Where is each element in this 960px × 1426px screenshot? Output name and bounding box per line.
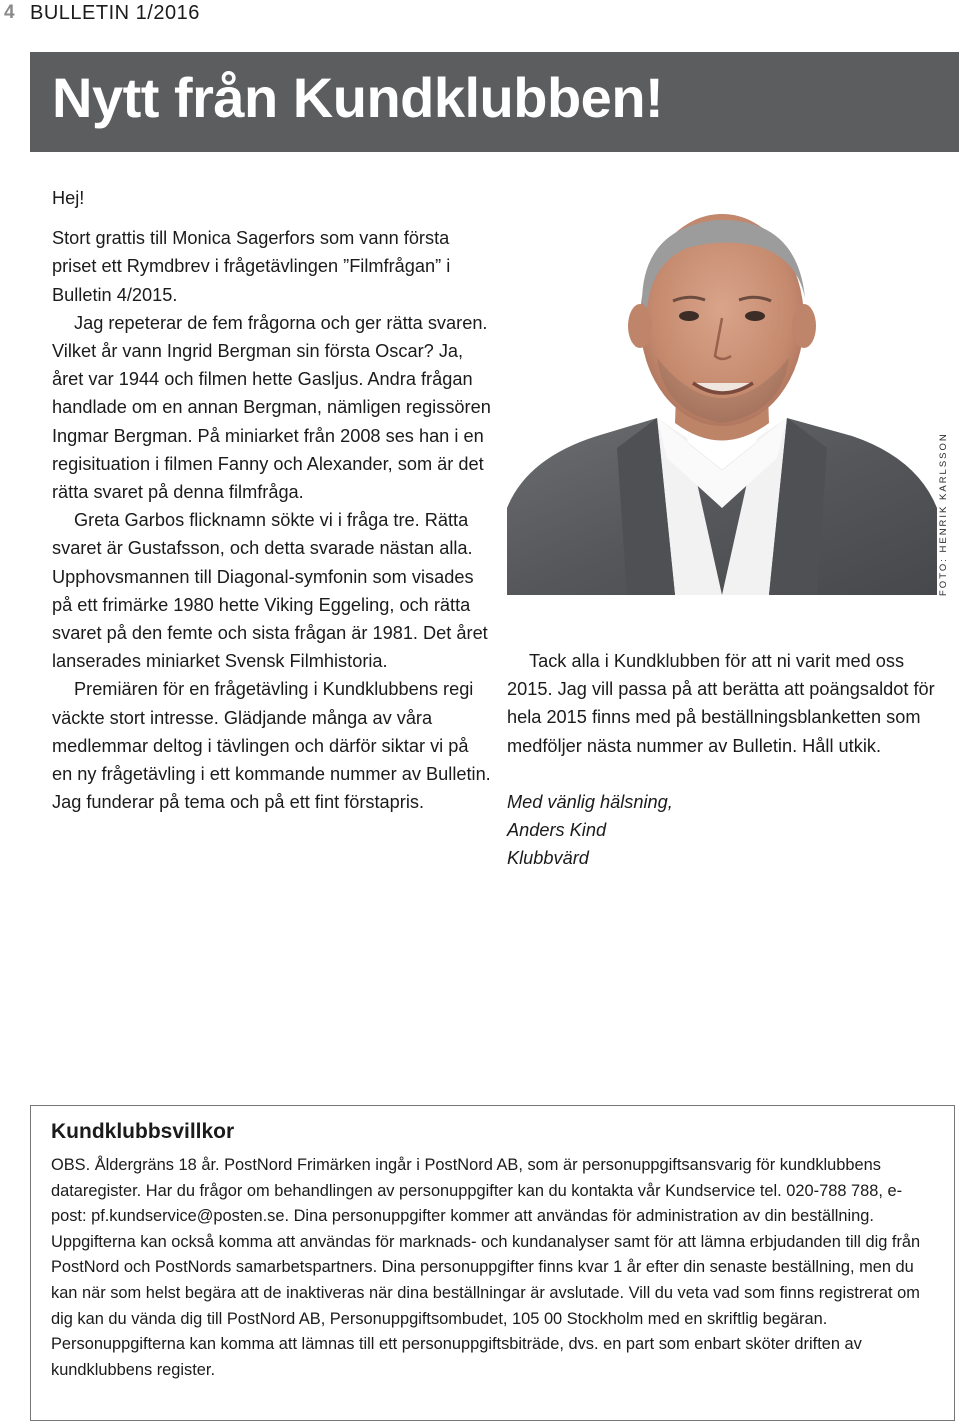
paragraph-garbo: Greta Garbos flicknamn sökte vi i fråga tre. Rätta svaret är Gustafsson, och detta svarade nästan alla. Upphovsmannen till Diagonal-symfonin som visades på ett frimärke 1980 hette Viking Eggeling, och rätta svaret på den femte och sista frågan är 1981. Det året lanserades miniarket Svensk Filmhistoria. — [52, 510, 488, 672]
portrait-illustration — [507, 208, 937, 595]
page-title: Nytt från Kundklubben! — [52, 66, 664, 129]
left-column — [52, 184, 492, 816]
terms-box — [30, 1105, 955, 1421]
paragraph-thanks: Tack alla i Kundklubben för att ni varit med oss 2015. Jag vill passa på att berätta att poängsaldot för hela 2015 finns med på beställningsblanketten som medföljer nästa nummer av Bulletin. Håll utkik. — [507, 651, 935, 756]
issue-label: BULLETIN 1/2016 — [30, 2, 200, 24]
signoff-name: Anders Kind — [507, 820, 607, 841]
paragraph-premiere: Premiären för en frågetävling i Kundklubbens regi väckte stort intresse. Glädjande många av våra medlemmar deltog i tävlingen och därför siktar vi på en ny frågetävling i ett kommande nummer av Bulletin. Jag funderar på tema och på ett fint förstapris. — [52, 679, 491, 813]
right-column — [507, 647, 937, 872]
portrait-photo — [507, 208, 937, 595]
paragraph-winner: Stort grattis till Monica Sagerfors som vann första priset ett Rymdbrev i frågetävlingen ”Filmfrågan” i Bulletin 4/2015. — [52, 228, 451, 305]
signoff-role: Klubbvärd — [507, 848, 589, 869]
title-band — [30, 52, 959, 152]
terms-text: OBS. Åldergräns 18 år. PostNord Frimärken ingår i PostNord AB, som är personuppgiftsansvarig för kundklubbens dataregister. Har du frågor om behandlingen av personuppgifter kan du kontakta vår Kundservice tel. 020-788 788, e-post: pf.kundservice@posten.se. Dina personuppgifter kommer att användas för administration av din beställning. Uppgifterna kan också komma att användas för marknads- och kundanalyser samt för att lämna erbjudanden till dig från PostNord och PostNords samarbetspartners. Dina personuppgifter finns kvar 1 år efter din senaste beställning, men du kan när som helst begära att de inaktiveras när dina beställningar är avslutade. Vill du veta vad som finns registrerat om dig kan du vända dig till PostNord AB, Personuppgiftsombudet, 105 00 Stockholm med en skriftlig begäran. Personuppgifterna kan komma att lämnas till ett personuppgiftsbiträde, dvs. en part som enbart sköter driften av kundklubbens register. — [51, 1156, 921, 1379]
signoff — [507, 788, 937, 873]
terms-title: Kundklubbsvillkor — [51, 1120, 235, 1143]
paragraph-answers: Jag repeterar de fem frågorna och ger rätta svaren. Vilket år vann Ingrid Bergman sin första Oscar? Ja, året var 1944 och filmen hette Gasljus. Andra frågan handlade om en annan Bergman, nämligen regissören Ingmar Bergman. På miniarket från 2008 ses han i en regisituation i filmen Fanny och Alexander, som är det rätta svaret på denna filmfråga. — [52, 312, 491, 503]
greeting: Hej! — [52, 188, 85, 208]
signoff-greeting: Med vänlig hälsning, — [507, 791, 673, 812]
page-number: 4 — [4, 2, 15, 23]
photo-credit: FOTO: HENRIK KARLSSON — [938, 432, 949, 596]
